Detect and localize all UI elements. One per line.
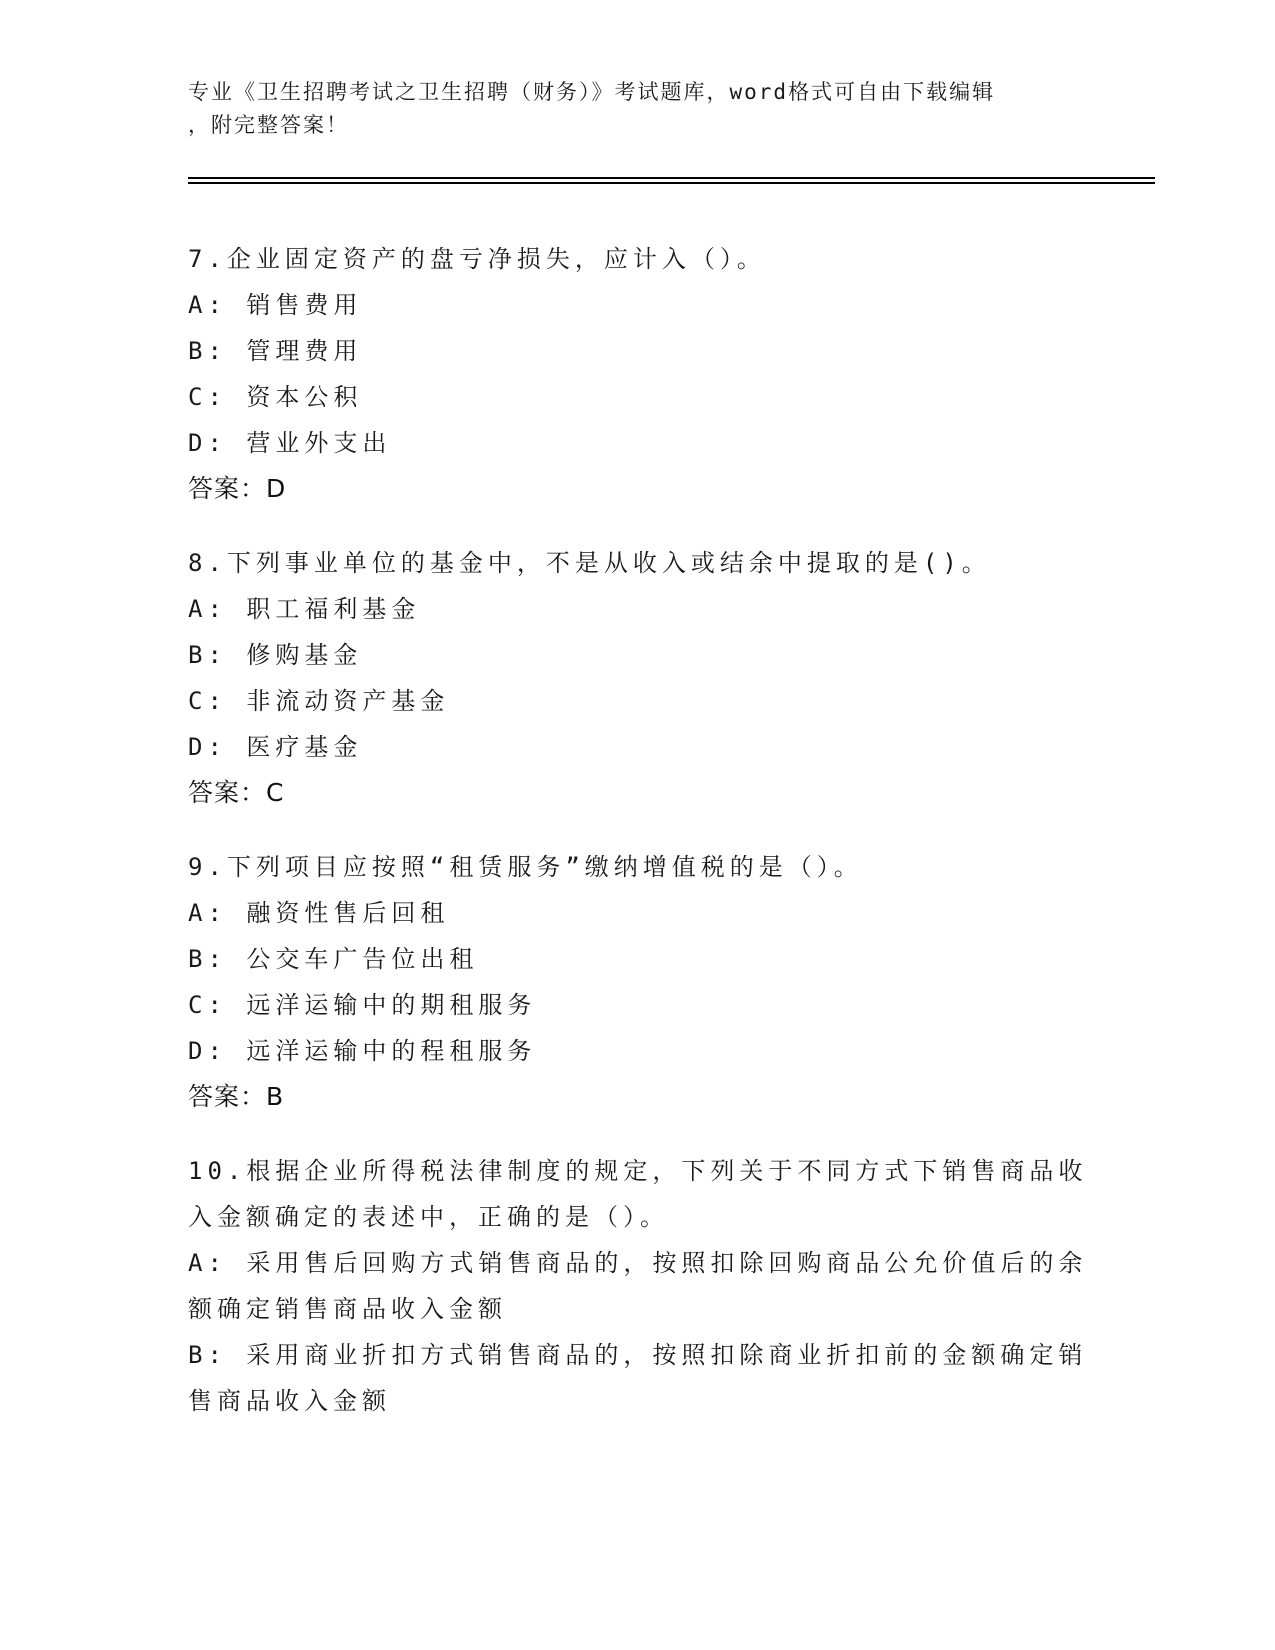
option-b: B: 采用商业折扣方式销售商品的，按照扣除商业折扣前的金额确定销售商品收入金额	[188, 1341, 1088, 1415]
option-b: B: 修购基金	[188, 641, 363, 669]
header-line-1: 专业《卫生招聘考试之卫生招聘（财务）》考试题库，word格式可自由下载编辑	[188, 80, 996, 104]
option-a: A: 销售费用	[188, 291, 363, 319]
option-b: B: 公交车广告位出租	[188, 945, 479, 973]
question-9	[188, 844, 1088, 1120]
question-stem: 10.根据企业所得税法律制度的规定，下列关于不同方式下销售商品收入金额确定的表述中，正确的是（）。	[188, 1157, 1088, 1231]
option-d: D: 医疗基金	[188, 733, 363, 761]
question-7	[188, 236, 1088, 512]
option-a: A: 职工福利基金	[188, 595, 421, 623]
header-divider-top	[188, 177, 1155, 179]
option-c: C: 非流动资产基金	[188, 687, 450, 715]
option-d: D: 营业外支出	[188, 429, 392, 457]
header-divider-bottom	[188, 182, 1155, 184]
option-c: C: 远洋运输中的期租服务	[188, 991, 537, 1019]
answer-label: 答案：C	[188, 778, 285, 807]
answer-label: 答案：D	[188, 474, 287, 503]
question-list	[188, 236, 1088, 1452]
header-line-2: ，附完整答案！	[188, 113, 349, 137]
question-10	[188, 1148, 1088, 1424]
option-d: D: 远洋运输中的程租服务	[188, 1037, 537, 1065]
question-8	[188, 540, 1088, 816]
question-stem: 7.企业固定资产的盘亏净损失，应计入（）。	[188, 245, 766, 273]
option-a: A: 融资性售后回租	[188, 899, 450, 927]
document-header	[188, 76, 1088, 142]
answer-label: 答案：B	[188, 1082, 285, 1111]
option-a: A: 采用售后回购方式销售商品的，按照扣除回购商品公允价值后的余额确定销售商品收入金额	[188, 1249, 1088, 1323]
question-stem: 8.下列事业单位的基金中，不是从收入或结余中提取的是()。	[188, 549, 991, 577]
question-stem: 9.下列项目应按照“租赁服务”缴纳增值税的是（）。	[188, 853, 863, 881]
option-b: B: 管理费用	[188, 337, 363, 365]
option-c: C: 资本公积	[188, 383, 363, 411]
